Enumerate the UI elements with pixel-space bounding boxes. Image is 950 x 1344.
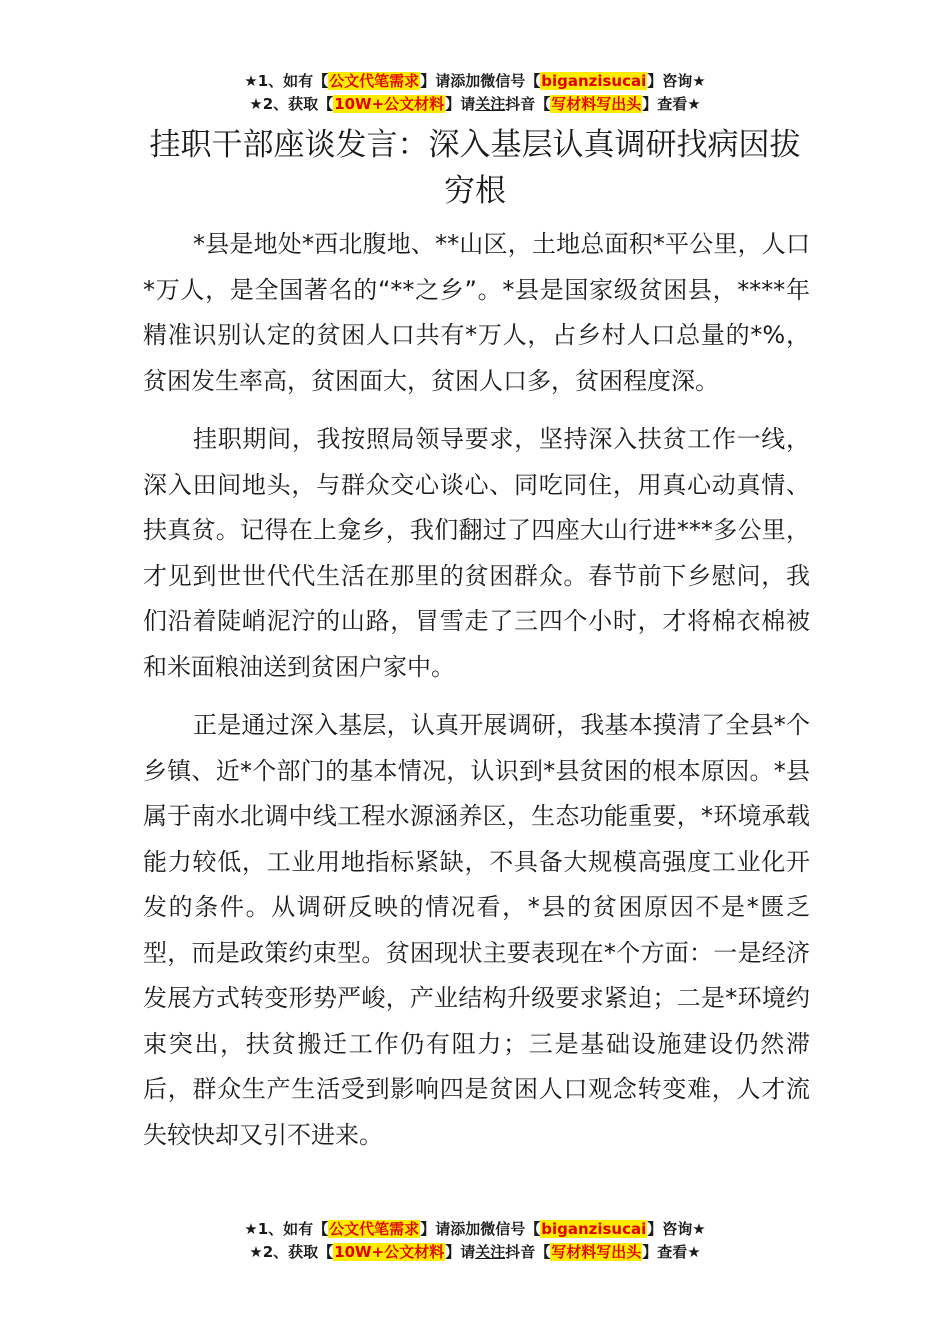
paragraph-3: 正是通过深入基层，认真开展调研，我基本摸清了全县*个乡镇、近*个部门的基本情况，认识到*县贫困的根本原因。*县属于南水北调中线工程水源涵养区，生态功能重要，*环境承载能力较低，工业用地指标紧缺，不具备大规模高强度工业化开发的条件。从调研反映的情况看，*县的贫困原因不是*匮乏型，而是政策约束型。贫困现状主要表现在*个方面：一是经济发展方式转变形势严峻，产业结构升级要求紧迫；二是*环境约束突出，扶贫搬迁工作仍有阻力；三是基础设施建设仍然滞后，群众生产生活受到影响四是贫困人口观念转变难，人才流失较快却又引不进来。 <box>143 711 810 1149</box>
highlight-wechat-id: biganzisucai <box>541 1220 647 1238</box>
highlight-douyin-account: 写材料写出头 <box>551 95 642 113</box>
banner-text: 】查看★ <box>642 1243 701 1261</box>
banner-text: ★2、获取【 <box>249 1243 334 1261</box>
banner-text: 】咨询★ <box>647 1220 706 1238</box>
banner-line-2 <box>0 1241 950 1264</box>
document-title: 挂职干部座谈发言：深入基层认真调研找病因拔穷根 <box>149 127 801 209</box>
paragraph-1: *县是地处*西北腹地、**山区，土地总面积*平公里，人口*万人，是全国著名的“**之乡”。*县是国家级贫困县，****年精准识别认定的贫困人口共有*万人，占乡村人口总量的*%，贫困发生率高，贫困面大，贫困人口多，贫困程度深。 <box>143 230 810 395</box>
banner-line-1 <box>0 70 950 93</box>
highlight-materials: 10W+公文材料 <box>334 95 445 113</box>
document-body <box>143 222 810 1171</box>
follow-text: 关注 <box>475 95 506 113</box>
header-banner <box>0 70 950 116</box>
highlight-douyin-account: 写材料写出头 <box>551 1243 642 1261</box>
banner-text: 抖音【 <box>505 1243 551 1261</box>
banner-text: 】请 <box>445 1243 476 1261</box>
highlight-materials: 10W+公文材料 <box>334 1243 445 1261</box>
banner-text: 】咨询★ <box>647 72 706 90</box>
banner-text: ★2、获取【 <box>249 95 334 113</box>
banner-text: ★1、如有【 <box>244 72 329 90</box>
banner-text: 】请添加微信号【 <box>420 1220 541 1238</box>
banner-text: 】请添加微信号【 <box>420 72 541 90</box>
banner-line-2 <box>0 93 950 116</box>
banner-line-1 <box>0 1218 950 1241</box>
banner-text: 】请 <box>445 95 476 113</box>
footer-banner <box>0 1218 950 1264</box>
highlight-wechat-id: biganzisucai <box>541 72 647 90</box>
paragraph-2: 挂职期间，我按照局领导要求，坚持深入扶贫工作一线，深入田间地头，与群众交心谈心、同吃同住，用真心动真情、扶真贫。记得在上龛乡，我们翻过了四座大山行进***多公里，才见到世世代代生活在那里的贫困群众。春节前下乡慰问，我们沿着陡峭泥泞的山路，冒雪走了三四个小时，才将棉衣棉被和米面粮油送到贫困户家中。 <box>143 425 810 681</box>
highlight-service: 公文代笔需求 <box>329 1220 420 1238</box>
banner-text: 】查看★ <box>642 95 701 113</box>
highlight-service: 公文代笔需求 <box>329 72 420 90</box>
banner-text: 抖音【 <box>505 95 551 113</box>
follow-text: 关注 <box>475 1243 506 1261</box>
banner-text: ★1、如有【 <box>244 1220 329 1238</box>
